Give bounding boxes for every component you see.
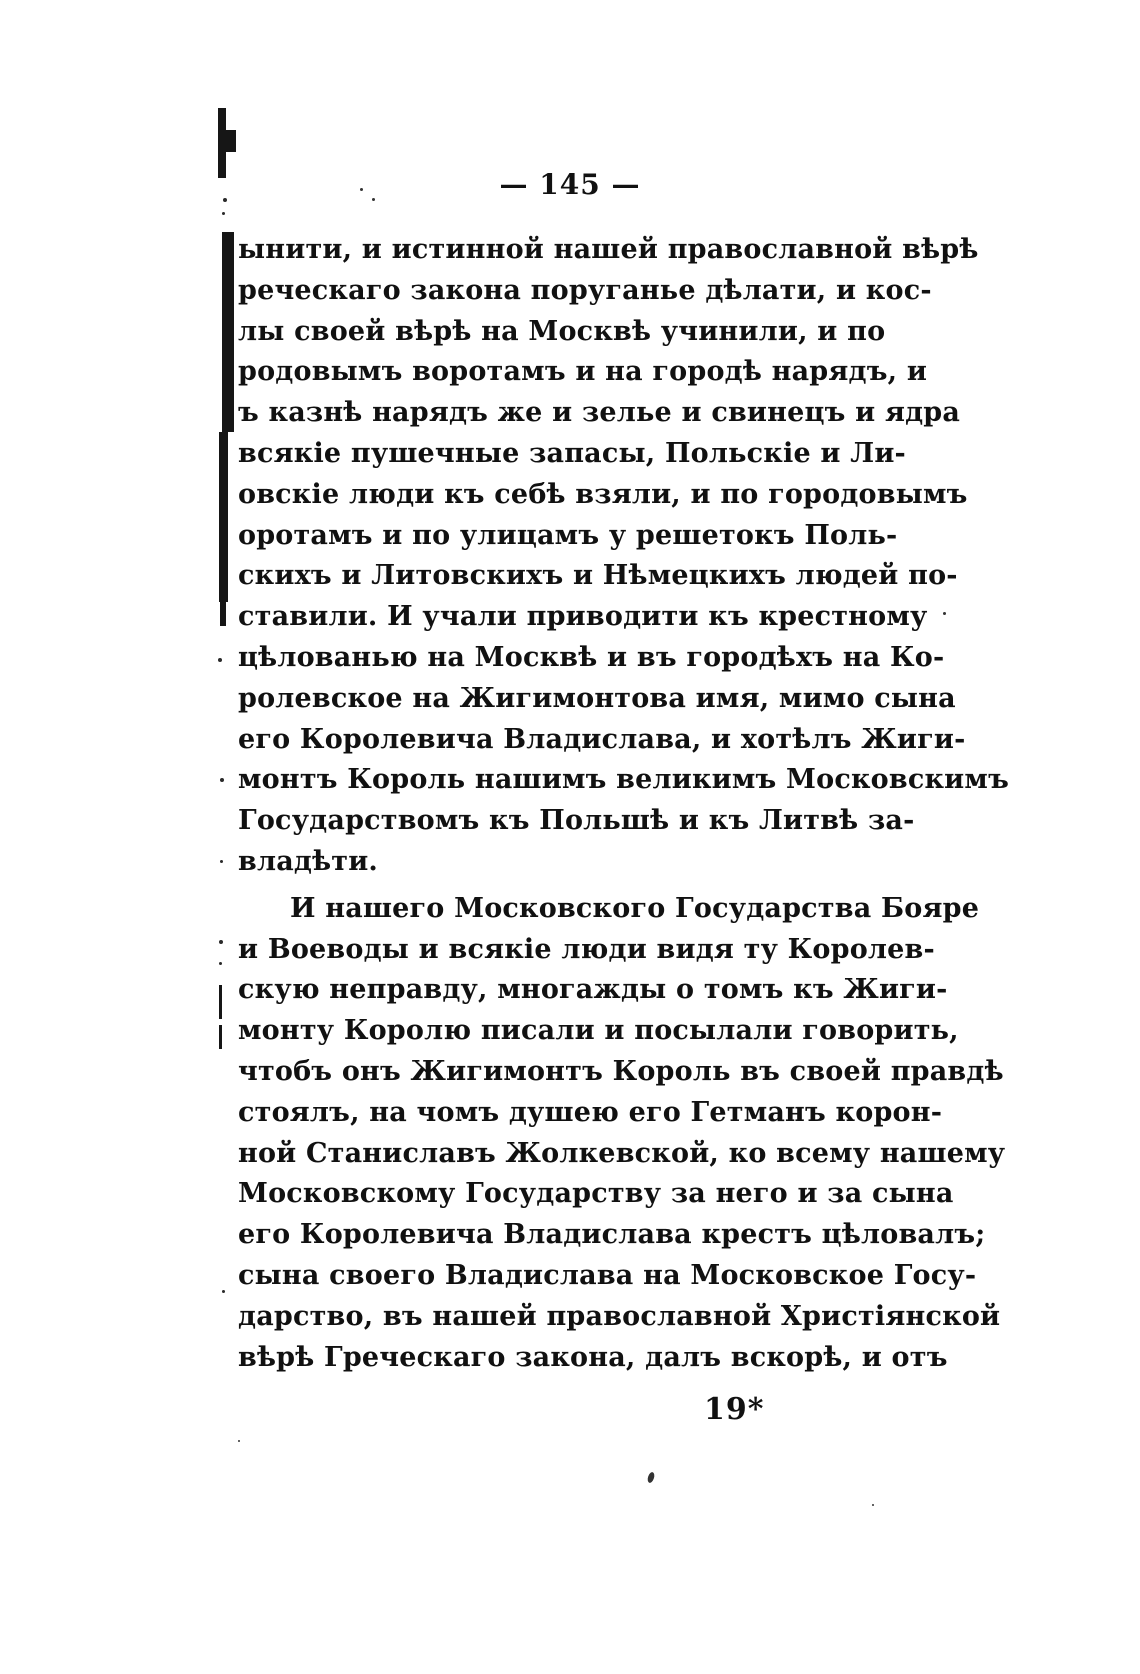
text-line: всякіе пушечные запасы, Польскіе и Ли- [238,437,906,469]
page-number: — 145 — [499,168,641,201]
text-line: его Королевича Владислава крестъ цѣловалъ; [238,1219,986,1251]
text-line: реческаго закона поруганье дѣлати, и кос- [238,274,932,306]
text-line: лы своей вѣрѣ на Москвѣ учинили, и по [238,315,886,347]
paragraph-2 [238,889,1006,1379]
ink-speck [872,1504,874,1506]
text-line: Государствомъ къ Польшѣ и къ Литвѣ за- [238,805,915,837]
text-line: ролевское на Жигимонтова имя, мимо сына [238,682,956,714]
text-line: стоялъ, на чомъ душею его Гетманъ корон- [238,1096,943,1128]
ink-speck [238,1440,240,1442]
text-line: чтобъ онъ Жигимонтъ Король въ своей правдѣ [238,1055,1004,1087]
text-line: ынити, и истинной нашей православной вѣрѣ [238,234,979,265]
text-line: И нашего Московского Государства Бояре [290,892,980,924]
text-line: монтъ Король нашимъ великимъ Московскимъ [238,764,1009,796]
text-line: скихъ и Литовскихъ и Нѣмецкихъ людей по- [238,560,958,592]
text-line: его Королевича Владислава, и хотѣлъ Жиги- [238,723,966,755]
text-line: скую неправду, многажды о томъ къ Жиги- [238,974,948,1006]
text-line: оротамъ и по улицамъ у решетокъ Поль- [238,519,898,551]
text-line: Московскому Государству за него и за сына [238,1178,954,1210]
ink-speck [360,188,363,191]
text-line: сына своего Владислава на Московское Госу- [238,1259,977,1291]
text-line: владѣти. [238,845,379,877]
text-line: и Воеводы и всякіе люди видя ту Королев- [238,933,935,965]
ink-speck [646,1471,655,1483]
text-line: овскіе люди къ себѣ взяли, и по городовымъ [238,478,968,510]
signature-mark: 19* [704,1392,765,1427]
paragraph-1 [238,230,1009,883]
text-line: вѣрѣ Греческаго закона, далъ вскорѣ, и отъ [238,1341,948,1373]
body-text [238,230,1009,1378]
ink-speck [943,612,946,615]
text-line: дарство, въ нашей православной Христіянской [238,1300,1001,1332]
ink-speck [372,198,375,201]
text-line: цѣлованью на Москвѣ и въ городѣхъ на Ко- [238,641,945,673]
text-line: родовымъ воротамъ и на городѣ нарядъ, и [238,356,928,388]
text-line: ставили. И учали приводити къ крестному [238,601,928,633]
text-line: ъ казнѣ нарядъ же и зелье и свинецъ и ядра [238,397,961,429]
text-line: монту Королю писали и посылали говорить, [238,1015,959,1047]
text-line: ной Станиславъ Жолкевской, ко всему нашему [238,1137,1006,1169]
